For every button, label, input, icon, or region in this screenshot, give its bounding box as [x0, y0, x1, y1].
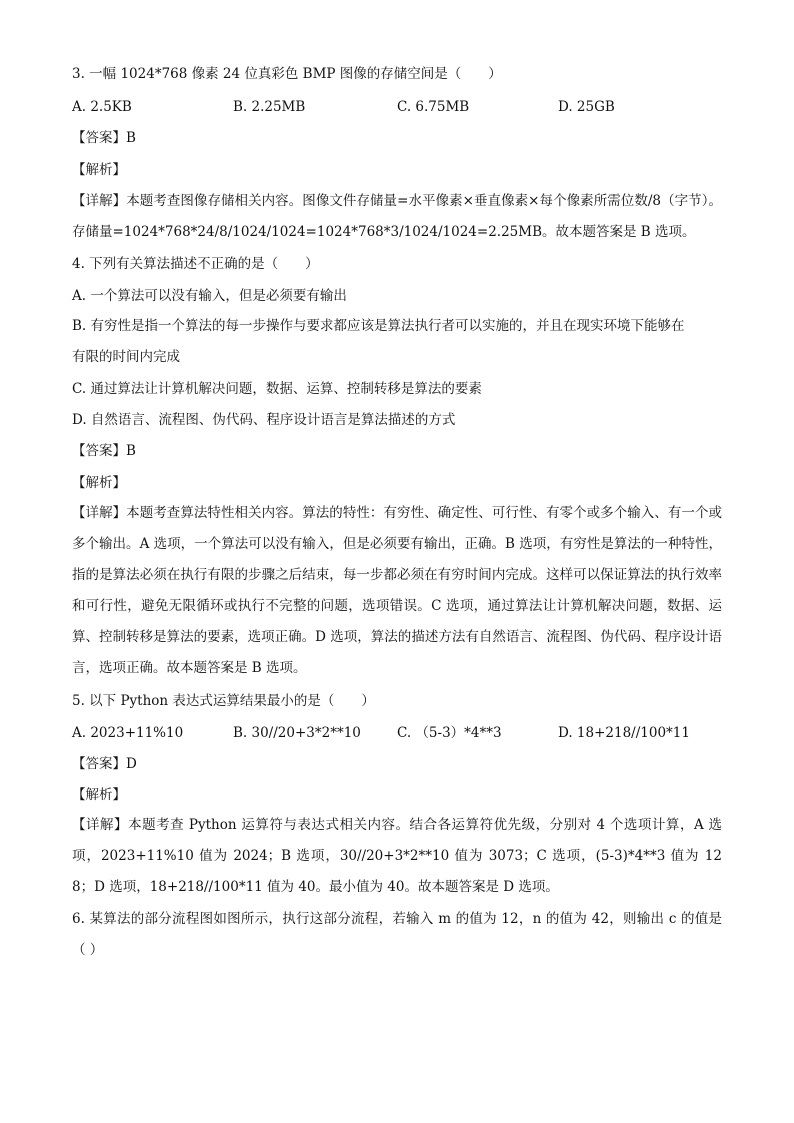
q4-analysis-tag: 【解析】 [72, 475, 126, 491]
q5-option-a: A. 2023+11%10 [72, 725, 184, 741]
q3-detail [72, 186, 722, 248]
q6-stem: 6. 某算法的部分流程图如图所示，执行这部分流程，若输入 m 的值为 12，n 的值为 42，则输出 c 的值是（ ） [72, 911, 722, 958]
q4-option-d: D. 自然语言、流程图、伪代码、程序设计语言是算法描述的方式 [72, 412, 456, 428]
detail-tag: 【详解】 [72, 505, 127, 521]
q5-stem: 5. 以下 Python 表达式运算结果最小的是（ ） [72, 693, 375, 709]
q3-answer [72, 128, 136, 148]
q3-option-a: A. 2.5KB [72, 99, 132, 115]
detail-tag: 【详解】 [72, 193, 127, 209]
q4-option-b-line2: 有限的时间内完成 [72, 349, 180, 365]
answer-tag: 【答案】 [72, 756, 126, 772]
q5-option-b: B. 30//20+3*2**10 [233, 725, 361, 741]
q3-analysis-tag: 【解析】 [72, 162, 126, 178]
q4-option-a: A. 一个算法可以没有输入，但是必须要有输出 [72, 288, 347, 304]
q5-options [72, 723, 722, 743]
detail-text: 本题考查算法特性相关内容。算法的特性：有穷性、确定性、可行性、有零个或多个输入、有一个或多个输出。A 选项，一个算法可以没有输入，但是必须要有输出，正确。B 选项，有穷性是算法的一种特性，指的是算法必须在执行有限的步骤之后结束，每一步都必须在有穷时间内完成。这样可以保证算法的执行效率和可行性，避免无限循环或执行不完整的问题，选项错误。C 选项，通过算法让计算机解决问题，数据、运算、控制转移是算法的要素，选项正确。D 选项，算法的描述方法有自然语言、流程图、伪代码、程序设计语言，选项正确。故本题答案是 B 选项。 [72, 505, 723, 676]
q3-options [72, 97, 722, 117]
detail-tag: 【详解】 [72, 817, 129, 833]
answer-value: B [126, 443, 136, 459]
q4-detail [72, 498, 722, 684]
answer-tag: 【答案】 [72, 130, 126, 146]
detail-text: 本题考查图像存储相关内容。图像文件存储量=水平像素×垂直像素×每个像素所需位数/8（字节）。存储量=1024*768*24/8/1024/1024=1024*768*3/1024/1024=2.25MB。故本题答案是 B 选项。 [72, 193, 722, 240]
q4-option-b-line1: B. 有穷性是指一个算法的每一步操作与要求都应该是算法执行者可以实施的，并且在现实环境下能够在 [72, 318, 685, 334]
q5-answer [72, 754, 137, 774]
answer-value: D [126, 756, 137, 772]
q5-analysis-tag: 【解析】 [72, 787, 126, 803]
detail-text: 本题考查 Python 运算符与表达式相关内容。结合各运算符优先级，分别对 4 个选项计算，A 选项，2023+11%10 值为 2024；B 选项，30//20+3*2**10 值为 3073；C 选项，(5-3)*4**3 值为 128；D 选项，18+218//100*11 值为 40。最小值为 40。故本题答案是 D 选项。 [72, 817, 723, 895]
q3-option-d: D. 25GB [558, 99, 615, 115]
answer-value: B [126, 130, 136, 146]
answer-tag: 【答案】 [72, 443, 126, 459]
q4-stem: 4. 下列有关算法描述不正确的是（ ） [72, 256, 319, 272]
q4-option-c: C. 通过算法让计算机解决问题，数据、运算、控制转移是算法的要素 [72, 381, 482, 397]
q3-stem: 3. 一幅 1024*768 像素 24 位真彩色 BMP 图像的存储空间是（ ） [72, 66, 502, 82]
q3-option-b: B. 2.25MB [233, 99, 306, 115]
q3-option-c: C. 6.75MB [397, 99, 470, 115]
q5-option-c: C. （5-3）*4**3 [397, 725, 502, 741]
q5-option-d: D. 18+218//100*11 [558, 725, 690, 741]
q5-detail [72, 810, 722, 903]
q4-answer [72, 441, 136, 461]
